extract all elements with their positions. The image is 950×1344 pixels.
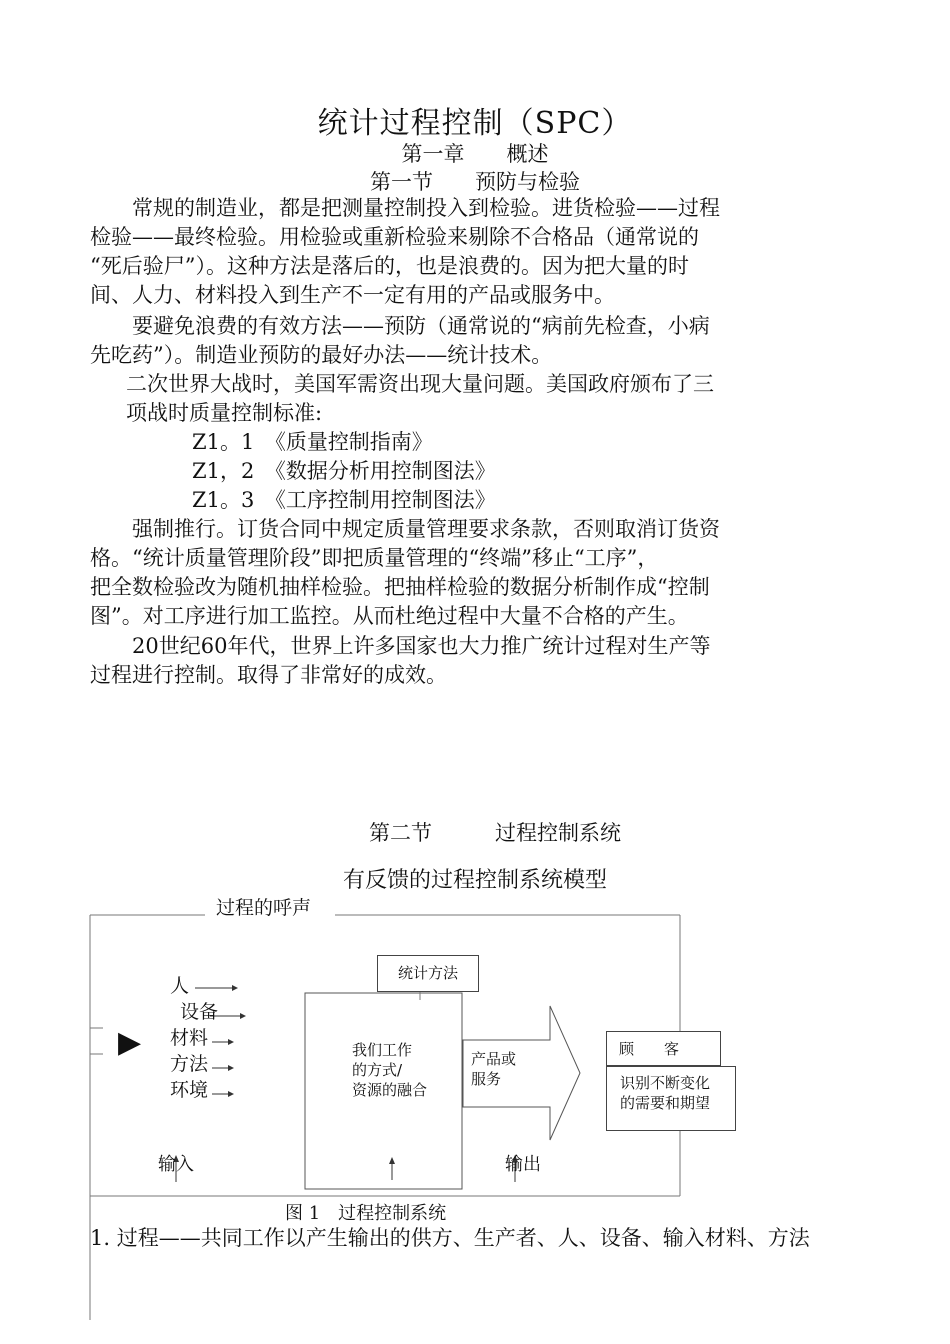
paragraph-4-line-3: 把全数检验改为随机抽样检验。把抽样检验的数据分析制作成“控制 <box>90 575 710 599</box>
standard-item-2: Z1，2 《数据分析用控制图法》 <box>192 459 496 483</box>
section-heading-1: 第一节 预防与检验 <box>370 170 580 194</box>
input-method: 方法 <box>170 1053 209 1075</box>
paragraph-2-line-1: 要避免浪费的有效方法——预防（通常说的“病前先检查，小病 <box>90 314 710 338</box>
process-definition-line: 1. 过程——共同工作以产生输出的供方、生产者、人、设备、输入材料、方法 <box>90 1226 810 1250</box>
needs-box <box>606 1066 736 1131</box>
input-person: 人 <box>170 975 190 997</box>
process-box-line-3: 资源的融合 <box>352 1081 428 1099</box>
statistical-method-box <box>377 955 479 992</box>
model-title: 有反馈的过程控制系统模型 <box>342 868 607 893</box>
statistical-method-label: 统计方法 <box>397 964 458 982</box>
needs-line-2: 的需要和期望 <box>620 1094 711 1112</box>
paragraph-1-line-2: 检验——最终检验。用检验或重新检验来剔除不合格品（通常说的 <box>90 225 699 249</box>
standard-item-1: Z1。1 《质量控制指南》 <box>192 430 433 454</box>
paragraph-4-line-2: 格。“统计质量管理阶段”即把质量管理的“终端”移止“工序”， <box>90 546 659 570</box>
paragraph-5-line-2: 过程进行控制。取得了非常好的成效。 <box>90 663 447 687</box>
paragraph-4-line-1: 强制推行。订货合同中规定质量管理要求条款，否则取消订货资 <box>90 517 720 541</box>
play-triangle-icon: ▶ <box>118 1025 142 1060</box>
paragraph-1-line-3: “死后验尸”）。这种方法是落后的，也是浪费的。因为把大量的时 <box>90 254 689 278</box>
process-box-line-2: 的方式/ <box>352 1061 403 1079</box>
standard-item-3: Z1。3 《工序控制用控制图法》 <box>192 488 496 512</box>
input-label: 输入 <box>158 1154 194 1175</box>
output-label: 输出 <box>505 1154 541 1175</box>
paragraph-5-line-1: 20世纪60年代，世界上许多国家也大力推广统计过程对生产等 <box>90 634 711 658</box>
paragraph-4-line-4: 图”。对工序进行加工监控。从而杜绝过程中大量不合格的产生。 <box>90 604 689 628</box>
output-arrow-line-2: 服务 <box>471 1070 502 1088</box>
customer-box <box>606 1031 721 1066</box>
paragraph-1-line-1: 常规的制造业，都是把测量控制投入到检验。进货检验——过程 <box>90 196 720 220</box>
input-equipment: 设备 <box>180 1001 219 1023</box>
page-title: 统计过程控制（SPC） <box>317 106 633 141</box>
process-box-line-1: 我们工作 <box>352 1041 413 1059</box>
chapter-heading: 第一章 概述 <box>401 142 549 166</box>
input-material: 材料 <box>170 1027 209 1049</box>
needs-line-1: 识别不断变化 <box>620 1074 711 1092</box>
section-heading-2: 第二节 过程控制系统 <box>369 821 621 845</box>
paragraph-2-line-2: 先吃药”）。制造业预防的最好办法——统计技术。 <box>90 343 553 367</box>
figure-caption: 图 1 过程控制系统 <box>285 1203 447 1224</box>
voice-of-process-label: 过程的呼声 <box>212 893 315 920</box>
paragraph-3-line-1: 二次世界大战时，美国军需资出现大量问题。美国政府颁布了三 <box>126 372 714 396</box>
input-environment: 环境 <box>170 1079 209 1101</box>
paragraph-1-line-4: 间、人力、材料投入到生产不一定有用的产品或服务中。 <box>90 283 615 307</box>
paragraph-3-line-2: 项战时质量控制标准: <box>126 401 323 425</box>
output-arrow-line-1: 产品或 <box>471 1050 517 1068</box>
customer-label: 顾 客 <box>619 1040 680 1058</box>
